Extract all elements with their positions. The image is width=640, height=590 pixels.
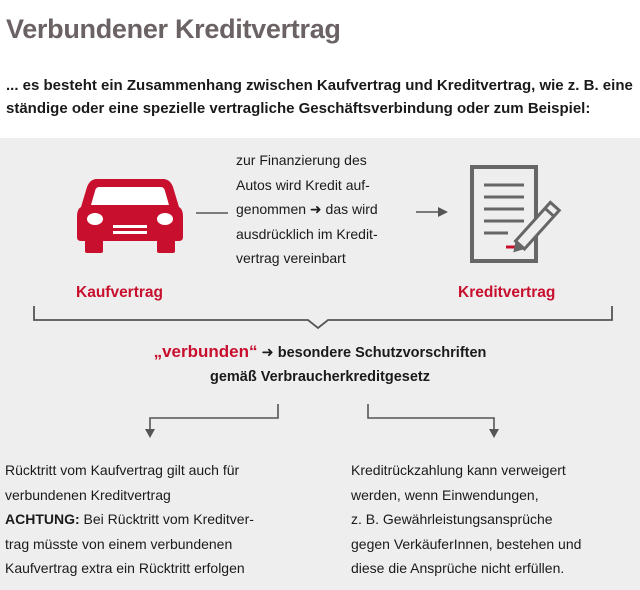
attention-text: Bei Rücktritt vom Kreditver-: [79, 511, 254, 528]
right-consequence: [351, 458, 581, 581]
label-kreditvertrag: Kreditvertrag: [458, 284, 556, 301]
intro-line-2: ständige oder eine spezielle vertragliche Geschäftsverbindung oder zum Beispiel:: [6, 100, 591, 117]
connector-line-left: [196, 211, 236, 215]
left-line: Kaufvertrag extra ein Rücktritt erfolgen: [5, 560, 245, 577]
arrow-down-left: [142, 404, 282, 444]
right-line: diese die Ansprüche nicht erfüllen.: [351, 560, 565, 577]
left-line: trag müsste von einem verbundenen: [5, 535, 233, 552]
explanation-line: Autos wird Kredit auf-: [236, 176, 370, 193]
connected-word: „verbunden“: [153, 342, 258, 361]
arrow-down-right: [364, 404, 504, 444]
intro-line-1: ... es besteht ein Zusammenhang zwischen Kaufvertrag und Kreditvertrag, wie z. B. eine: [6, 77, 633, 94]
financing-explanation: [236, 148, 426, 271]
explanation-line: ausdrücklich im Kredit-: [236, 225, 378, 242]
right-line: werden, wenn Einwendungen,: [351, 486, 539, 503]
left-line: verbundenen Kreditvertrag: [5, 486, 171, 503]
explanation-line: genommen ➜ das wird: [236, 201, 378, 217]
right-line: z. B. Gewährleistungsansprüche: [351, 511, 553, 528]
explanation-line: vertrag vereinbart: [236, 250, 346, 266]
intro-text: [6, 74, 640, 120]
connected-rest: ➜ besondere Schutzvorschriften: [257, 345, 487, 361]
car-icon: [75, 175, 185, 255]
connected-line-2: gemäß Verbraucherkreditgesetz: [209, 369, 430, 385]
left-line: Rücktritt vom Kaufvertrag gilt auch für: [5, 462, 240, 478]
attention-label: ACHTUNG:: [5, 511, 80, 528]
page-title: Verbundener Kreditvertrag: [6, 14, 341, 44]
contract-document-icon: [468, 163, 578, 273]
connected-statement: [0, 340, 640, 389]
right-line: Kreditrückzahlung kann verweigert: [351, 462, 566, 478]
connected-line-1: [0, 340, 640, 365]
left-consequence: [5, 458, 254, 581]
left-line: [5, 507, 254, 532]
right-line: gegen VerkäuferInnen, bestehen und: [351, 535, 582, 552]
explanation-line: zur Finanzierung des: [236, 152, 367, 168]
label-kaufvertrag: Kaufvertrag: [76, 284, 163, 301]
bracket: [32, 306, 632, 330]
